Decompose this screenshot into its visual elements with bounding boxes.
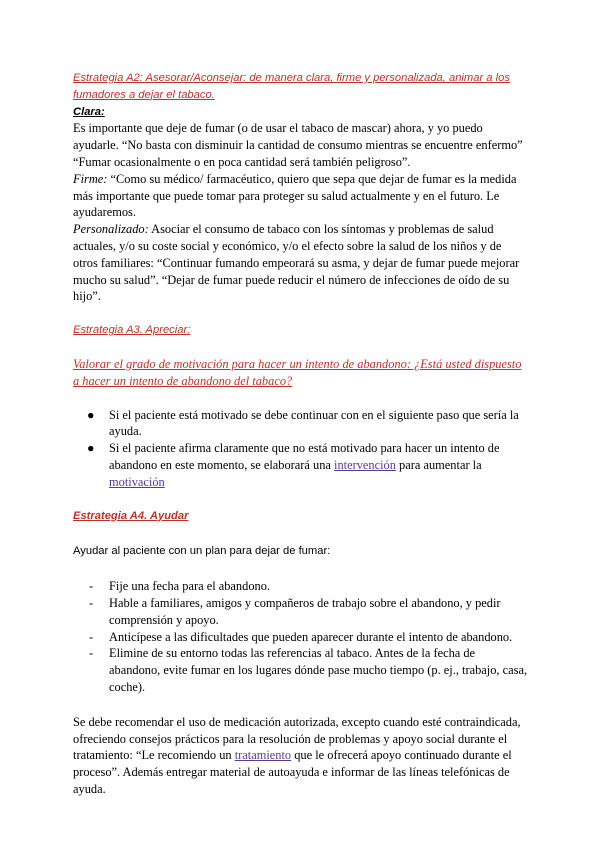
bullet-text-before: Si el paciente afirma claramente que no está motivado para hacer un intento de abandono en este momento, se elaborará una — [109, 441, 500, 472]
list-item — [73, 440, 528, 490]
dash-text: Fije una fecha para el abandono. — [109, 579, 271, 594]
dash-marker: - — [89, 646, 94, 661]
list-item — [73, 595, 528, 629]
firme-text: “Como su médico/ farmacéutico, quiero que sepa que dejar de fumar es la medida más importante que puede tomar para proteger su salud actualmente y en el futuro. Le ayudaremos. — [73, 171, 517, 220]
firme-paragraph — [73, 171, 528, 221]
intervencion-link[interactable]: intervención — [334, 457, 396, 472]
bullet-icon: ● — [87, 407, 95, 422]
bullet-icon: ● — [87, 441, 95, 456]
clara-label: Clara: — [73, 105, 105, 118]
personalizado-text: Asociar el consumo de tabaco con los síntomas y problemas de salud actuales, y/o su coste social y económico, y/o el efecto sobre la salud de los niños y de otros familiares: “Continuar fumando empeorará su asma, y dejar de fumar puede mejorar mucho su salud”. “Dejar de fumar puede reducir el número de infecciones de oído de su hijo”. — [73, 222, 520, 304]
dash-text: Anticípese a las dificultades que pueden aparecer durante el intento de abandono. — [109, 629, 513, 644]
bullet-text: Si el paciente está motivado se debe continuar con en el siguiente paso que sería la ayuda. — [109, 407, 519, 439]
a2-heading — [73, 70, 528, 104]
closing-text-before: Se debe recomendar el uso de medicación autorizada, excepto cuando esté contraindicada, ofreciendo consejos prácticos para la resolución de problemas y apoyo social durante el tratamiento: “Le recomiendo un — [73, 714, 521, 763]
dash-text: Elimine de su entorno todas las referencias al tabaco. Antes de la fecha de abandono, evite fumar en los lugares dónde pase mucho tiempo (p. ej., trabajo, casa, coche). — [109, 646, 528, 694]
bullet-text-middle: para aumentar la — [395, 457, 482, 472]
dash-text: Hable a familiares, amigos y compañeros de trabajo sobre el abandono, y pedir comprensión y apoyo. — [109, 595, 501, 627]
a3-heading: Estrategia A3. Apreciar: — [73, 324, 191, 337]
personalizado-label: Personalizado: — [73, 222, 149, 237]
list-item — [73, 578, 528, 595]
dash-marker: - — [89, 595, 94, 610]
a4-heading: Estrategia A4. Ayudar — [73, 509, 189, 522]
a4-dash-list — [73, 578, 528, 696]
clara-paragraph: Es importante que deje de fumar (o de usar el tabaco de mascar) ahora, y yo puedo ayudarle. “No basta con disminuir la cantidad de consumo mientras se encuentre enfermo” “Fumar ocasionalmente o en poca cantidad será también peligroso”. — [73, 121, 523, 169]
a2-heading-line2: fumadores a dejar el tabaco. — [73, 88, 215, 101]
dash-marker: - — [89, 579, 94, 594]
a3-bullet-list — [73, 407, 528, 491]
a2-heading-line1: Estrategia A2: Asesorar/Aconsejar: de manera clara, firme y personalizada, animar a los — [73, 72, 510, 84]
a4-intro: Ayudar al paciente con un plan para dejar de fumar: — [73, 545, 331, 558]
a4-closing-paragraph — [73, 714, 528, 798]
list-item — [73, 629, 528, 646]
tratamiento-link[interactable]: tratamiento — [234, 748, 292, 763]
closing-text-after: que le ofrecerá apoyo continuado durante el proceso”. Además entregar material de autoayuda e informar de las líneas telefónicas de ayuda. — [73, 748, 512, 796]
document-page — [73, 70, 528, 798]
personalizado-paragraph — [73, 221, 528, 305]
list-item — [73, 645, 528, 695]
motivacion-link[interactable]: motivación — [109, 474, 165, 489]
dash-marker: - — [89, 629, 94, 644]
firme-label: Firme: — [73, 171, 108, 186]
list-item — [73, 407, 528, 441]
a3-question: Valorar el grado de motivación para hacer un intento de abandono: ¿Está usted dispuesto a hacer un intento de abandono del tabaco? — [73, 356, 522, 388]
